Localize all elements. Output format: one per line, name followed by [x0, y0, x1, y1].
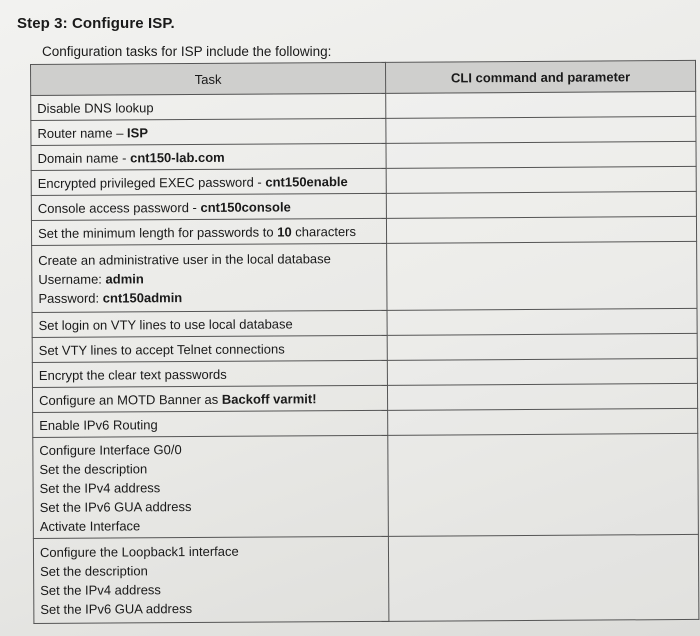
isp-config-table [30, 60, 699, 624]
task-cell [31, 143, 386, 170]
cli-answer-cell[interactable] [387, 333, 697, 360]
task-cell [33, 435, 389, 538]
task-cell [32, 385, 387, 412]
cli-answer-cell[interactable] [386, 216, 696, 243]
task-line: Activate Interface [39, 517, 141, 534]
task-cell [32, 335, 387, 362]
task-cell [32, 310, 387, 337]
cli-answer-cell[interactable] [388, 534, 699, 621]
cli-answer-cell[interactable] [387, 383, 697, 410]
cli-answer-cell[interactable] [387, 308, 697, 335]
task-cell [31, 168, 386, 195]
task-cell [32, 243, 387, 312]
cli-answer-cell[interactable] [388, 408, 698, 435]
task-cell [33, 536, 389, 623]
task-line: Router name – ISP [37, 124, 149, 141]
task-line: Configure the Loopback1 interface [39, 543, 239, 560]
table-row [33, 433, 699, 538]
task-line: Configure an MOTD Banner as Backoff varmit! [39, 390, 317, 408]
task-cell [31, 93, 386, 120]
table-header-row [31, 60, 696, 95]
task-cell [32, 360, 387, 387]
task-line: Domain name - cnt150-lab.com [37, 149, 225, 166]
task-line: Set the description [39, 460, 148, 477]
task-line: Set VTY lines to accept Telnet connections [38, 340, 285, 358]
task-line: Set the IPv4 address [39, 479, 161, 496]
step-heading: Step 3: Configure ISP. [17, 15, 175, 32]
task-column-header: Task [31, 62, 386, 95]
task-line: Create an administrative user in the local database [38, 250, 331, 268]
cli-answer-cell[interactable] [387, 358, 697, 385]
cli-answer-cell[interactable] [386, 91, 696, 118]
task-line: Set the description [40, 563, 148, 579]
task-line: Configure Interface G0/0 [39, 441, 182, 458]
cli-answer-cell[interactable] [386, 116, 696, 143]
task-line: Set the minimum length for passwords to 10 characters [37, 223, 357, 241]
task-line: Set the IPv4 address [40, 582, 161, 598]
task-line: Encrypted privileged EXEC password - cnt150enable [37, 173, 348, 191]
task-cell [33, 410, 388, 437]
cli-answer-cell[interactable] [386, 191, 696, 218]
task-cell [31, 193, 386, 220]
task-line: Set login on VTY lines to use local database [38, 315, 293, 333]
cli-column-header: CLI command and parameter [385, 60, 695, 93]
intro-text: Configuration tasks for ISP include the following: [42, 44, 332, 59]
cli-answer-cell[interactable] [386, 166, 696, 193]
task-line: Enable IPv6 Routing [39, 416, 158, 433]
cli-answer-cell[interactable] [387, 241, 697, 310]
task-line: Password: cnt150admin [38, 289, 183, 306]
task-line: Console access password - cnt150console [37, 198, 291, 216]
task-line: Username: admin [38, 270, 144, 287]
task-cell [31, 218, 386, 245]
table-row [32, 241, 697, 312]
task-line: Encrypt the clear text passwords [38, 366, 227, 383]
cli-answer-cell[interactable] [386, 141, 696, 168]
task-line: Set the IPv6 GUA address [40, 601, 193, 617]
task-line: Disable DNS lookup [37, 99, 154, 116]
task-line: Set the IPv6 GUA address [39, 498, 192, 515]
cli-answer-cell[interactable] [388, 433, 699, 536]
task-cell [31, 118, 386, 145]
table-row [33, 534, 699, 623]
